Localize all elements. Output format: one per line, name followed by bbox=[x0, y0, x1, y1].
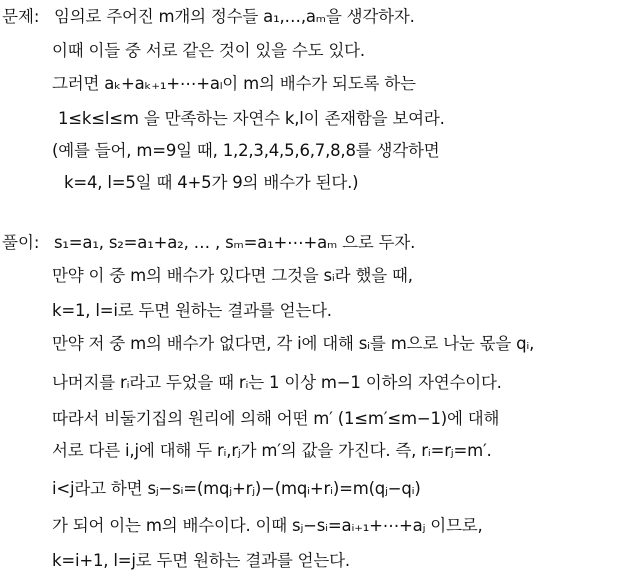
solution-line-1: s₁=a₁, s₂=a₁+a₂, … , sₘ=a₁+⋯+aₘ 으로 두자. bbox=[54, 233, 416, 252]
solution-line-4: 만약 저 중 m의 배수가 없다면, 각 i에 대해 sᵢ를 m으로 나눈 몫을 qᵢ, bbox=[52, 334, 535, 353]
solution-line-2: 만약 이 중 m의 배수가 있다면 그것을 sᵢ라 했을 때, bbox=[52, 266, 413, 285]
solution-line-10: k=i+1, l=j로 두면 원하는 결과를 얻는다. bbox=[52, 551, 350, 570]
problem-line-4: 1≤k≤l≤m 을 만족하는 자연수 k,l이 존재함을 보여라. bbox=[58, 109, 445, 128]
problem-line-2: 이때 이들 중 서로 같은 것이 있을 수도 있다. bbox=[52, 41, 365, 60]
solution-line-6: 따라서 비둘기집의 원리에 의해 어떤 m′ (1≤m′≤m−1)에 대해 bbox=[52, 409, 500, 428]
problem-line-5: (예를 들어, m=9일 때, 1,2,3,4,5,6,7,8,8를 생각하면 bbox=[52, 141, 440, 160]
problem-line-1: 임의로 주어진 m개의 정수들 a₁,…,aₘ을 생각하자. bbox=[54, 7, 415, 26]
solution-line-7: 서로 다른 i,j에 대해 두 rᵢ,rⱼ가 m′의 값을 가진다. 즉, rᵢ=rⱼ=m′. bbox=[52, 441, 492, 460]
problem-label: 문제: bbox=[2, 7, 40, 26]
problem-line-6: k=4, l=5일 때 4+5가 9의 배수가 된다.) bbox=[64, 173, 359, 192]
solution-line-9: 가 되어 이는 m의 배수이다. 이때 sⱼ−sᵢ=aᵢ₊₁+⋯+aⱼ 이므로, bbox=[52, 516, 483, 535]
solution-line-5: 나머지를 rᵢ라고 두었을 때 rᵢ는 1 이상 m−1 이하의 자연수이다. bbox=[52, 373, 502, 392]
solution-label: 풀이: bbox=[2, 233, 40, 252]
problem-line-3: 그러면 aₖ+aₖ₊₁+⋯+aₗ이 m의 배수가 되도록 하는 bbox=[52, 74, 416, 93]
solution-line-8: i<j라고 하면 sⱼ−sᵢ=(mqⱼ+rⱼ)−(mqᵢ+rᵢ)=m(qⱼ−qᵢ) bbox=[52, 479, 421, 498]
solution-line-3: k=1, l=i로 두면 원하는 결과를 얻는다. bbox=[52, 301, 332, 320]
